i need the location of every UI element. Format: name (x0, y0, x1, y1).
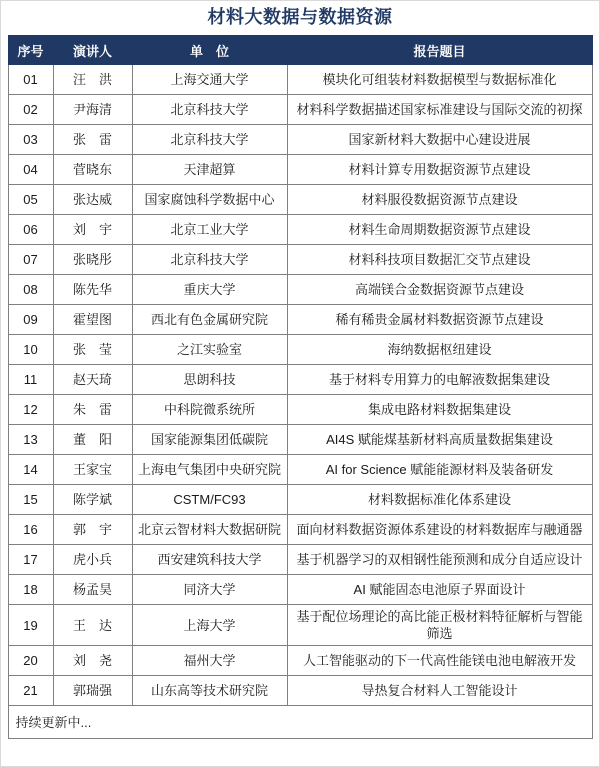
cell-speaker: 王家宝 (53, 455, 132, 485)
cell-no: 11 (8, 365, 53, 395)
table-row (8, 395, 592, 425)
table-row (8, 125, 592, 155)
cell-topic: 集成电路材料数据集建设 (287, 395, 592, 425)
cell-org: 西北有色金属研究院 (132, 305, 287, 335)
cell-topic: 基于配位场理论的高比能正极材料特征解析与智能筛选 (287, 605, 592, 646)
cell-speaker: 尹海清 (53, 95, 132, 125)
cell-speaker: 菅晓东 (53, 155, 132, 185)
cell-topic: 材料数据标准化体系建设 (287, 485, 592, 515)
cell-org: 北京科技大学 (132, 125, 287, 155)
cell-no: 08 (8, 275, 53, 305)
table-row (8, 485, 592, 515)
table-body (8, 65, 592, 739)
table-row (8, 605, 592, 646)
cell-speaker: 陈先华 (53, 275, 132, 305)
cell-no: 12 (8, 395, 53, 425)
cell-topic: 高端镁合金数据资源节点建设 (287, 275, 592, 305)
cell-org: 北京科技大学 (132, 95, 287, 125)
cell-org: 上海大学 (132, 605, 287, 646)
cell-topic: 材料科学数据描述国家标准建设与国际交流的初探 (287, 95, 592, 125)
cell-no: 07 (8, 245, 53, 275)
cell-speaker: 张 雷 (53, 125, 132, 155)
cell-no: 14 (8, 455, 53, 485)
table-row (8, 646, 592, 676)
cell-speaker: 郭瑞强 (53, 676, 132, 706)
cell-speaker: 汪 洪 (53, 65, 132, 95)
cell-org: 同济大学 (132, 575, 287, 605)
cell-org: 之江实验室 (132, 335, 287, 365)
cell-speaker: 赵天琦 (53, 365, 132, 395)
table-row (8, 275, 592, 305)
cell-speaker: 张 莹 (53, 335, 132, 365)
cell-topic: AI for Science 赋能能源材料及装备研发 (287, 455, 592, 485)
cell-org: 天津超算 (132, 155, 287, 185)
cell-topic: 面向材料数据资源体系建设的材料数据库与融通器 (287, 515, 592, 545)
cell-speaker: 郭 宇 (53, 515, 132, 545)
column-header-no: 序号 (8, 36, 53, 65)
cell-org: CSTM/FC93 (132, 485, 287, 515)
cell-org: 西安建筑科技大学 (132, 545, 287, 575)
table-row (8, 245, 592, 275)
cell-topic: 材料生命周期数据资源节点建设 (287, 215, 592, 245)
page-title: 材料大数据与数据资源 (207, 7, 393, 27)
cell-topic: 材料计算专用数据资源节点建设 (287, 155, 592, 185)
cell-org: 北京科技大学 (132, 245, 287, 275)
table-row (8, 305, 592, 335)
table-row (8, 425, 592, 455)
cell-no: 15 (8, 485, 53, 515)
cell-no: 06 (8, 215, 53, 245)
table-row (8, 335, 592, 365)
cell-speaker: 虎小兵 (53, 545, 132, 575)
footer-note: 持续更新中... (8, 706, 592, 739)
table-row (8, 676, 592, 706)
cell-speaker: 霍望图 (53, 305, 132, 335)
cell-org: 上海电气集团中央研究院 (132, 455, 287, 485)
cell-topic: 基于机器学习的双相钢性能预测和成分自适应设计 (287, 545, 592, 575)
cell-speaker: 张晓彤 (53, 245, 132, 275)
cell-speaker: 王 达 (53, 605, 132, 646)
cell-no: 20 (8, 646, 53, 676)
footer-row (8, 706, 592, 739)
cell-topic: AI4S 赋能煤基新材料高质量数据集建设 (287, 425, 592, 455)
cell-speaker: 陈学斌 (53, 485, 132, 515)
column-header-speaker: 演讲人 (53, 36, 132, 65)
cell-no: 04 (8, 155, 53, 185)
table-row (8, 65, 592, 95)
header-row (8, 36, 592, 65)
cell-no: 10 (8, 335, 53, 365)
table-row (8, 515, 592, 545)
cell-topic: 海纳数据枢纽建设 (287, 335, 592, 365)
column-header-org: 单 位 (132, 36, 287, 65)
table-row (8, 215, 592, 245)
speaker-schedule-table (8, 35, 593, 739)
cell-no: 13 (8, 425, 53, 455)
cell-topic: 材料服役数据资源节点建设 (287, 185, 592, 215)
table-header (8, 36, 592, 65)
cell-no: 18 (8, 575, 53, 605)
table-row (8, 95, 592, 125)
cell-org: 北京工业大学 (132, 215, 287, 245)
cell-speaker: 朱 雷 (53, 395, 132, 425)
cell-topic: 基于材料专用算力的电解液数据集建设 (287, 365, 592, 395)
cell-topic: 国家新材料大数据中心建设进展 (287, 125, 592, 155)
cell-speaker: 刘 尧 (53, 646, 132, 676)
cell-org: 思朗科技 (132, 365, 287, 395)
cell-org: 国家腐蚀科学数据中心 (132, 185, 287, 215)
cell-no: 21 (8, 676, 53, 706)
table-row (8, 185, 592, 215)
cell-no: 03 (8, 125, 53, 155)
table-row (8, 455, 592, 485)
table-row (8, 365, 592, 395)
cell-topic: 导热复合材料人工智能设计 (287, 676, 592, 706)
cell-org: 上海交通大学 (132, 65, 287, 95)
cell-topic: AI 赋能固态电池原子界面设计 (287, 575, 592, 605)
cell-topic: 材料科技项目数据汇交节点建设 (287, 245, 592, 275)
cell-speaker: 张达威 (53, 185, 132, 215)
column-header-topic: 报告题目 (287, 36, 592, 65)
cell-org: 山东高等技术研究院 (132, 676, 287, 706)
table-row (8, 155, 592, 185)
cell-no: 17 (8, 545, 53, 575)
cell-org: 中科院微系统所 (132, 395, 287, 425)
cell-org: 重庆大学 (132, 275, 287, 305)
cell-no: 05 (8, 185, 53, 215)
cell-no: 16 (8, 515, 53, 545)
cell-org: 国家能源集团低碳院 (132, 425, 287, 455)
cell-org: 福州大学 (132, 646, 287, 676)
cell-speaker: 董 阳 (53, 425, 132, 455)
cell-no: 02 (8, 95, 53, 125)
cell-no: 09 (8, 305, 53, 335)
cell-topic: 稀有稀贵金属材料数据资源节点建设 (287, 305, 592, 335)
cell-speaker: 刘 宇 (53, 215, 132, 245)
table-row (8, 575, 592, 605)
cell-no: 19 (8, 605, 53, 646)
cell-topic: 模块化可组装材料数据模型与数据标准化 (287, 65, 592, 95)
table-row (8, 545, 592, 575)
cell-topic: 人工智能驱动的下一代高性能镁电池电解液开发 (287, 646, 592, 676)
cell-speaker: 杨孟昊 (53, 575, 132, 605)
cell-no: 01 (8, 65, 53, 95)
cell-org: 北京云智材料大数据研院 (132, 515, 287, 545)
